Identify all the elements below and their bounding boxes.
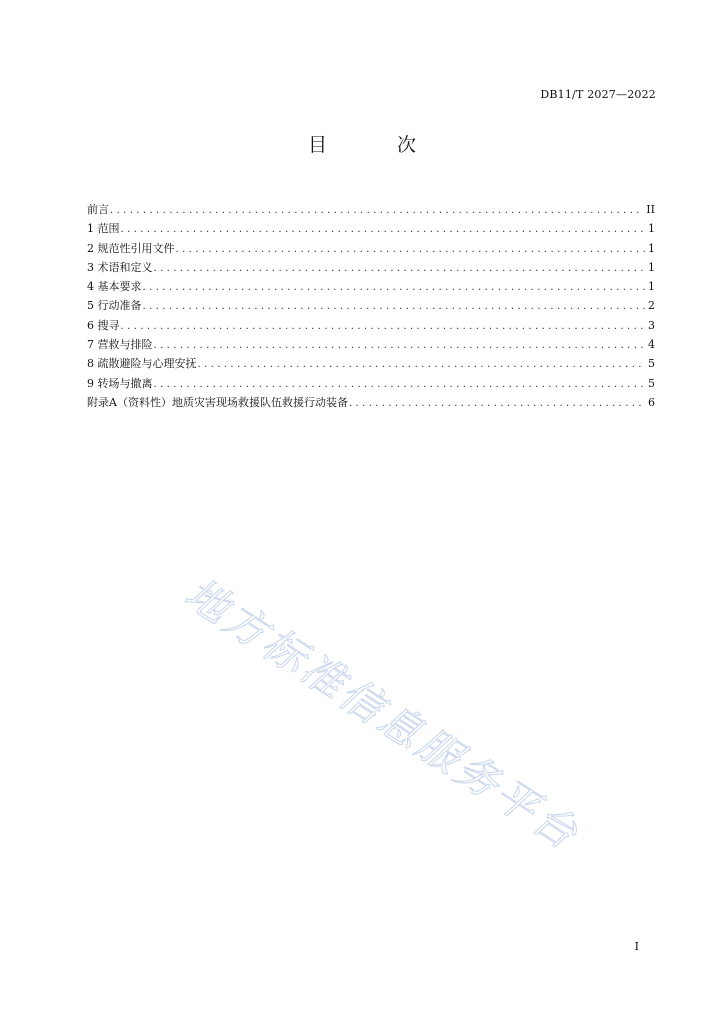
toc-entry-label: 前言 bbox=[87, 203, 109, 216]
toc-entry-page: II bbox=[646, 203, 655, 216]
toc-entry-normative-references[interactable] bbox=[87, 239, 655, 258]
toc-entry-label: 6 搜寻 bbox=[87, 318, 120, 332]
toc-entry-page: 1 bbox=[648, 222, 655, 236]
toc-entry-page: 1 bbox=[648, 241, 655, 255]
toc-leader-dots bbox=[110, 201, 643, 220]
toc-entry-page: 1 bbox=[648, 280, 655, 294]
toc-entry-label: 1 范围 bbox=[87, 222, 120, 236]
toc-leader-dots bbox=[154, 336, 646, 355]
toc-leader-dots bbox=[154, 259, 646, 278]
toc-entry-terms-definitions[interactable] bbox=[87, 258, 655, 277]
toc-entry-evacuation-comfort[interactable] bbox=[87, 354, 655, 373]
toc-entry-label: 7 营救与排险 bbox=[87, 338, 153, 352]
toc-entry-label: 附录A（资料性）地质灾害现场救援队伍救援行动装备 bbox=[87, 395, 348, 409]
toc-leader-dots bbox=[349, 394, 645, 413]
toc-entry-page: 2 bbox=[648, 299, 655, 313]
toc-leader-dots bbox=[121, 220, 646, 239]
toc-entry-appendix-a[interactable] bbox=[87, 393, 655, 412]
toc-entry-label: 9 转场与撤离 bbox=[87, 376, 153, 390]
toc-entry-label: 2 规范性引用文件 bbox=[87, 241, 175, 255]
toc-entry-page: 6 bbox=[648, 395, 655, 409]
toc-entry-page: 4 bbox=[648, 338, 655, 352]
toc-leader-dots bbox=[154, 375, 646, 394]
toc-entry-label: 8 疏散避险与心理安抚 bbox=[87, 357, 197, 371]
toc-entry-page: 3 bbox=[648, 318, 655, 332]
toc-leader-dots bbox=[143, 278, 646, 297]
document-code: DB11/T 2027—2022 bbox=[540, 88, 656, 101]
toc-entry-page: 1 bbox=[648, 260, 655, 274]
toc-entry-basic-requirements[interactable] bbox=[87, 277, 655, 296]
toc-entry-label: 3 术语和定义 bbox=[87, 260, 153, 274]
table-of-contents bbox=[87, 200, 655, 412]
toc-entry-label: 5 行动准备 bbox=[87, 299, 142, 313]
toc-entry-page: 5 bbox=[648, 376, 655, 390]
toc-entry-page: 5 bbox=[648, 357, 655, 371]
toc-entry-label: 4 基本要求 bbox=[87, 280, 142, 294]
toc-leader-dots bbox=[143, 297, 646, 316]
toc-entry-foreword[interactable] bbox=[87, 200, 655, 219]
toc-entry-scope[interactable] bbox=[87, 219, 655, 238]
toc-leader-dots bbox=[121, 317, 646, 336]
page-number: I bbox=[634, 940, 639, 953]
toc-leader-dots bbox=[176, 240, 646, 259]
toc-title: 目 次 bbox=[307, 134, 449, 156]
toc-entry-action-preparation[interactable] bbox=[87, 296, 655, 315]
toc-entry-search[interactable] bbox=[87, 316, 655, 335]
toc-entry-rescue-hazard-removal[interactable] bbox=[87, 335, 655, 354]
toc-leader-dots bbox=[198, 355, 646, 374]
watermark-text: 地方标准信息服务平台 bbox=[176, 568, 589, 860]
toc-entry-transfer-withdrawal[interactable] bbox=[87, 374, 655, 393]
